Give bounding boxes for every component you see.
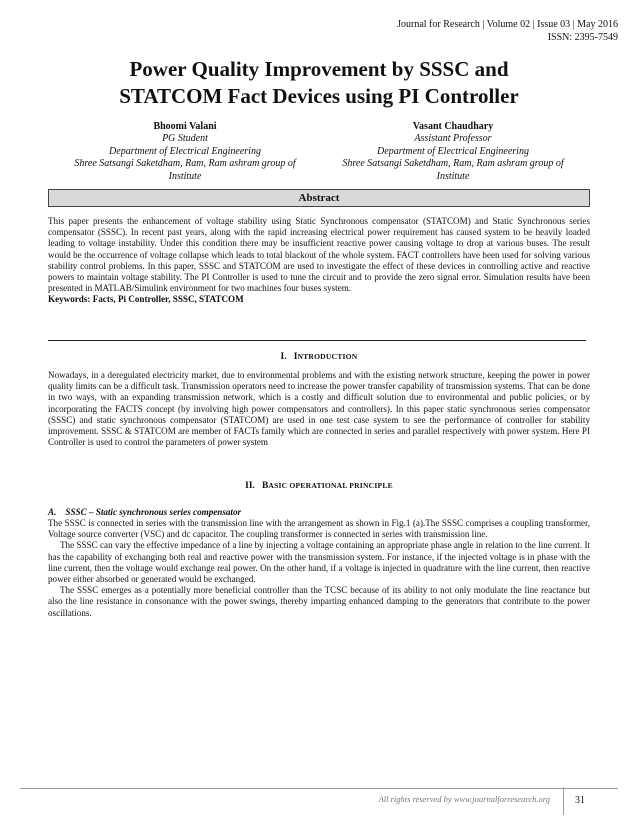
abstract-body: This paper presents the enhancement of voltage stability using Static Synchronous compensator (STATCOM) and Static Synchronous series compensator (SSSC). In recent past years, along with the rapid increasing electrical power requirement has caused system to be heavily loaded leading to voltage instability. Under this condition there may be insufficient reactive power causing voltage to drop at various buses. The result would be the occurrence of voltage collapse which leads to total blackout of the whole system. FACT controllers have been used for solving various stability control problems. In this paper, SSSC and STATCOM are used to investigate the effect of these devices in controlling active and reactive powers to maintain voltage stability. The PI Controller is used to tune the circuit and to provide the zero signal error. Simulation results have been presented in MATLAB/Simulink environment for two machines four buses system. bbox=[48, 216, 590, 294]
section-number: II. bbox=[245, 481, 255, 491]
author-institution: Shree Satsangi Saketdham, Ram, Ram ashram group of bbox=[342, 158, 564, 170]
author-department: Department of Electrical Engineering bbox=[377, 145, 529, 157]
section-initial: I bbox=[293, 352, 298, 362]
paper-title-line-1: Power Quality Improvement by SSSC and bbox=[129, 57, 509, 81]
author-role: PG Student bbox=[162, 133, 208, 145]
subsection-heading-sssc: A. SSSC – Static synchronous series compensator bbox=[48, 507, 242, 517]
author-institution-cont: Institute bbox=[168, 170, 202, 182]
footer-rights: All rights reserved by www.journalforresearch.org bbox=[378, 794, 550, 804]
author-institution-cont: Institute bbox=[436, 170, 470, 182]
paper-title-line-2: STATCOM Fact Devices using PI Controller bbox=[119, 84, 519, 108]
section-number: I. bbox=[280, 352, 287, 362]
journal-issn: ISSN: 2395-7549 bbox=[547, 32, 618, 43]
section-heading-basic-principle bbox=[48, 481, 590, 491]
section-initial: B bbox=[262, 481, 269, 491]
author-institution: Shree Satsangi Saketdham, Ram, Ram ashram group of bbox=[74, 158, 296, 170]
sssc-paragraph-3: The SSSC emerges as a potentially more beneficial controller than the TCSC because of its ability to not only modulate the line reactance but also the line resistance in consonance with the power swings, thereby imparting enhanced damping to the generators that contribute to the power oscillations. bbox=[48, 585, 590, 618]
journal-header bbox=[397, 18, 618, 44]
keywords: Keywords: Facts, Pi Controller, SSSC, STATCOM bbox=[48, 294, 244, 305]
journal-citation: Journal for Research | Volume 02 | Issue 03 | May 2016 bbox=[397, 19, 618, 30]
abstract-text bbox=[48, 216, 590, 306]
section-heading-introduction bbox=[48, 352, 590, 362]
author-department: Department of Electrical Engineering bbox=[109, 145, 261, 157]
section-title: NTRODUCTION bbox=[297, 352, 358, 361]
paper-title bbox=[40, 56, 598, 110]
author-block-2 bbox=[318, 121, 588, 183]
author-name: Bhoomi Valani bbox=[153, 121, 217, 132]
author-role: Assistant Professor bbox=[414, 133, 492, 145]
introduction-paragraph: Nowadays, in a deregulated electricity market, due to environmental problems and with the existing network structure, keeping the power in power quality limits can be a difficult task. Transmission operators need to increase the power transfer capability of transmission systems. That can be done in two ways, with an expanding transmission network, which is a costly and difficult solution due to environmental and public policies, or by incorporating the FACTS concept (by involving high power compensators and controllers). In this paper static synchronous series compensator (SSSC) and static synchronous compensator (STATCOM) are used in one test case system to see the performance of controller for stability improvement. SSSC & STATCOM are member of FACTs family which are connected in series and parallel respectively with power system. Here PI Controller is used to control the parameters of power system bbox=[48, 370, 590, 448]
page-number: 31 bbox=[575, 795, 585, 806]
author-name: Vasant Chaudhary bbox=[412, 121, 494, 132]
abstract-heading: Abstract bbox=[48, 189, 590, 207]
sssc-paragraph-1: The SSSC is connected in series with the transmission line with the arrangement as shown in Fig.1 (a).The SSSC comprises a coupling transformer, Voltage source converter (VSC) and dc capacitor. The coupling transformer is connected in series with transmission line. bbox=[48, 518, 590, 540]
author-block-1 bbox=[50, 121, 320, 183]
sssc-section-text bbox=[48, 518, 590, 619]
sssc-paragraph-2: The SSSC can vary the effective impedance of a line by injecting a voltage containing an appropriate phase angle in relation to the line current. It has the capability of exchanging both real and reactive power with the transmission system. For instance, if the injected voltage is in phase with the line current, then the voltage would exchange real power. On the other hand, if a voltage is injected in quadrature with the line current, then reactive power either absorbed or generated would be exchanged. bbox=[48, 540, 590, 585]
section-title: ASIC OPERATIONAL PRINCIPLE bbox=[268, 481, 393, 490]
footer-divider bbox=[20, 788, 618, 789]
abstract-divider bbox=[48, 340, 586, 341]
